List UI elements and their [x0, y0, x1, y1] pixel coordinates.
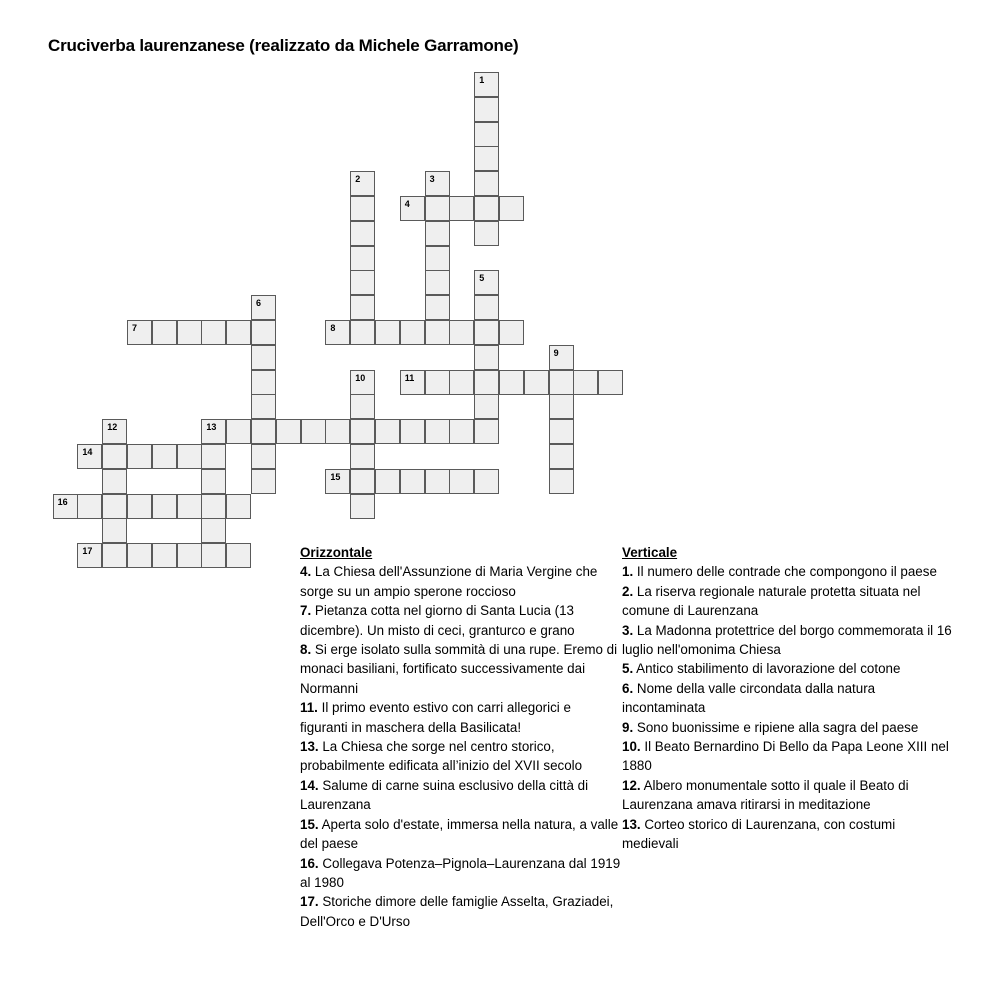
down-heading: Verticale	[622, 545, 678, 560]
crossword-cell[interactable]	[425, 171, 450, 196]
crossword-cell[interactable]	[350, 221, 375, 246]
crossword-cell[interactable]	[375, 419, 400, 444]
crossword-cell[interactable]	[499, 320, 524, 345]
clue-number: 17	[82, 546, 93, 557]
crossword-cell[interactable]	[301, 419, 326, 444]
crossword-cell[interactable]	[549, 370, 574, 395]
crossword-cell[interactable]	[201, 469, 226, 494]
down-clue-13: 13. Corteo storico di Laurenzana, con costumi medievali	[622, 816, 896, 852]
clue-number: 3	[429, 174, 435, 185]
crossword-cell[interactable]	[77, 444, 102, 469]
crossword-cell[interactable]	[449, 320, 474, 345]
crossword-cell[interactable]	[127, 320, 152, 345]
clue-number: 2	[355, 174, 361, 185]
crossword-cell[interactable]	[325, 469, 350, 494]
clue-number: 6	[256, 298, 262, 309]
crossword-cell[interactable]	[350, 394, 375, 419]
clue-number: 8	[330, 323, 336, 333]
crossword-cell[interactable]	[474, 419, 499, 444]
crossword-cell[interactable]	[474, 122, 499, 147]
crossword-cell[interactable]	[77, 543, 102, 568]
crossword-cell[interactable]	[152, 543, 177, 568]
crossword-cell[interactable]	[226, 419, 251, 444]
crossword-cell[interactable]	[425, 370, 450, 395]
crossword-cell[interactable]	[77, 494, 102, 519]
crossword-cell[interactable]	[177, 444, 202, 469]
crossword-cell[interactable]	[474, 97, 499, 122]
crossword-cell[interactable]	[251, 469, 276, 494]
crossword-cell[interactable]	[474, 469, 499, 494]
crossword-cell[interactable]	[102, 444, 127, 469]
crossword-cell[interactable]	[325, 320, 350, 345]
clue-number: 15	[330, 471, 341, 482]
crossword-cell[interactable]	[449, 196, 474, 221]
crossword-cell[interactable]	[102, 419, 127, 444]
crossword-cell[interactable]	[549, 469, 574, 494]
crossword-cell[interactable]	[350, 469, 375, 494]
crossword-cell[interactable]	[499, 196, 524, 221]
crossword-cell[interactable]	[474, 394, 499, 419]
clue-number: 4	[404, 199, 410, 209]
down-clue-5: 5. Antico stabilimento di lavorazione del cotone	[622, 661, 901, 677]
crossword-cell[interactable]	[400, 320, 425, 345]
down-clue-9: 9. Sono buonissime e ripiene alla sagra del paese	[622, 719, 919, 735]
crossword-cell[interactable]	[177, 543, 202, 568]
crossword-cell[interactable]	[152, 320, 177, 345]
across-clue-16: 16. Collegava Potenza–Pignola–Laurenzana dal 1919 al 1980	[300, 855, 621, 890]
across-clue-15: 15. Aperta solo d'estate, immersa nella natura, a valle del paese	[300, 816, 619, 852]
clue-number: 14	[82, 447, 93, 457]
across-heading: Orizzontale	[300, 545, 373, 560]
clue-number: 10	[355, 372, 366, 383]
crossword-cell[interactable]	[251, 320, 276, 345]
crossword-cell[interactable]	[474, 345, 499, 370]
across-clue-11: 11. Il primo evento estivo con carri allegorici e figuranti in maschera della Basilicata!	[300, 700, 571, 735]
down-clue-1: 1. Il numero delle contrade che compongono il paese	[622, 564, 937, 580]
clue-number: 16	[57, 496, 68, 507]
crossword-cell[interactable]	[201, 518, 226, 543]
crossword-cell[interactable]	[449, 419, 474, 444]
crossword-cell[interactable]	[201, 320, 226, 345]
across-clue-13: 13. La Chiesa che sorge nel centro storico, probabilmente edificata all’inizio del XVII secolo	[300, 739, 583, 774]
down-clue-12: 12. Albero monumentale sotto il quale il Beato di Laurenzana amava ritirarsi in meditazione	[622, 777, 909, 813]
clue-number: 12	[107, 422, 118, 433]
crossword-cell[interactable]	[127, 494, 152, 519]
crossword-cell[interactable]	[152, 494, 177, 519]
across-clues	[300, 543, 622, 931]
crossword-cell[interactable]	[425, 320, 450, 345]
across-clue-8: 8. Si erge isolato sulla sommità di una rupe. Eremo di monaci basiliani, fortificato successivamente dai Normanni	[300, 642, 618, 696]
across-clue-7: 7. Pietanza cotta nel giorno di Santa Lucia (13 dicembre). Un misto di ceci, granturco e grano	[300, 603, 575, 638]
crossword-cell[interactable]	[375, 320, 400, 345]
crossword-cell[interactable]	[425, 295, 450, 320]
crossword-cell[interactable]	[598, 370, 623, 395]
crossword-cell[interactable]	[251, 419, 276, 444]
crossword-cell[interactable]	[425, 196, 450, 221]
crossword-cell[interactable]	[549, 419, 574, 444]
crossword-cell[interactable]	[201, 494, 226, 519]
crossword-cell[interactable]	[400, 196, 425, 221]
crossword-cell[interactable]	[474, 295, 499, 320]
crossword-cell[interactable]	[425, 221, 450, 246]
crossword-cell[interactable]	[177, 494, 202, 519]
crossword-cell[interactable]	[350, 320, 375, 345]
crossword-cell[interactable]	[350, 270, 375, 295]
crossword-cell[interactable]	[350, 444, 375, 469]
crossword-cell[interactable]	[53, 494, 78, 519]
crossword-cell[interactable]	[251, 394, 276, 419]
crossword-cell[interactable]	[177, 320, 202, 345]
crossword-cell[interactable]	[549, 444, 574, 469]
crossword-cell[interactable]	[474, 72, 499, 97]
crossword-cell[interactable]	[350, 295, 375, 320]
crossword-cell[interactable]	[102, 518, 127, 543]
crossword-cell[interactable]	[127, 444, 152, 469]
clue-number: 5	[479, 273, 485, 284]
crossword-cell[interactable]	[549, 394, 574, 419]
crossword-cell[interactable]	[226, 320, 251, 345]
crossword-cell[interactable]	[350, 370, 375, 395]
crossword-cell[interactable]	[350, 196, 375, 221]
crossword-cell[interactable]	[350, 494, 375, 519]
clue-number: 7	[132, 323, 138, 333]
crossword-cell[interactable]	[325, 419, 350, 444]
crossword-cell[interactable]	[474, 221, 499, 246]
crossword-cell[interactable]	[152, 444, 177, 469]
crossword-cell[interactable]	[474, 196, 499, 221]
crossword-cell[interactable]	[474, 146, 499, 171]
clue-number: 13	[206, 422, 217, 433]
crossword-cell[interactable]	[425, 419, 450, 444]
crossword-cell[interactable]	[251, 370, 276, 395]
crossword-cell[interactable]	[400, 370, 425, 395]
crossword-cell[interactable]	[400, 469, 425, 494]
down-clue-2: 2. La riserva regionale naturale protetta situata nel comune di Laurenzana	[622, 583, 921, 619]
crossword-cell[interactable]	[251, 345, 276, 370]
crossword-cell[interactable]	[226, 494, 251, 519]
clue-number: 11	[404, 372, 415, 383]
crossword-cell[interactable]	[425, 270, 450, 295]
crossword-cell[interactable]	[226, 543, 251, 568]
crossword-cell[interactable]	[400, 419, 425, 444]
clue-number: 9	[553, 347, 559, 358]
crossword-cell[interactable]	[350, 171, 375, 196]
crossword-cell[interactable]	[102, 543, 127, 568]
crossword-cell[interactable]	[127, 543, 152, 568]
down-clue-10: 10. Il Beato Bernardino Di Bello da Papa Leone XIII nel 1880	[622, 739, 949, 774]
crossword-cell[interactable]	[474, 171, 499, 196]
across-clue-14: 14. Salume di carne suina esclusivo della città di Laurenzana	[300, 777, 589, 813]
crossword-cell[interactable]	[524, 370, 549, 395]
crossword-cell[interactable]	[375, 469, 400, 494]
crossword-cell[interactable]	[201, 543, 226, 568]
crossword-cell[interactable]	[251, 444, 276, 469]
crossword-cell[interactable]	[425, 246, 450, 271]
crossword-cell[interactable]	[449, 469, 474, 494]
crossword-cell[interactable]	[549, 345, 574, 370]
crossword-cell[interactable]	[201, 419, 226, 444]
across-clue-17: 17. Storiche dimore delle famiglie Asselta, Graziadei, Dell'Orco e D'Urso	[300, 894, 614, 929]
crossword-cell[interactable]	[474, 270, 499, 295]
crossword-cell[interactable]	[474, 370, 499, 395]
across-clue-4: 4. La Chiesa dell'Assunzione di Maria Vergine che sorge su un ampio sperone roccioso	[300, 564, 598, 599]
crossword-cell[interactable]	[102, 494, 127, 519]
crossword-cell[interactable]	[276, 419, 301, 444]
crossword-cell[interactable]	[573, 370, 598, 395]
crossword-cell[interactable]	[201, 444, 226, 469]
crossword-cell[interactable]	[449, 370, 474, 395]
down-clues	[622, 543, 952, 854]
crossword-cell[interactable]	[474, 320, 499, 345]
clue-number: 1	[479, 75, 485, 85]
page-title: Cruciverba laurenzanese (realizzato da Michele Garramone)	[48, 36, 519, 55]
down-clue-6: 6. Nome della valle circondata dalla natura incontaminata	[622, 680, 876, 716]
crossword-cell[interactable]	[251, 295, 276, 320]
down-clue-3: 3. La Madonna protettrice del borgo commemorata il 16 luglio nell'omonima Chiesa	[622, 622, 952, 658]
crossword-cell[interactable]	[499, 370, 524, 395]
crossword-cell[interactable]	[102, 469, 127, 494]
crossword-cell[interactable]	[350, 246, 375, 271]
crossword-cell[interactable]	[350, 419, 375, 444]
crossword-cell[interactable]	[425, 469, 450, 494]
